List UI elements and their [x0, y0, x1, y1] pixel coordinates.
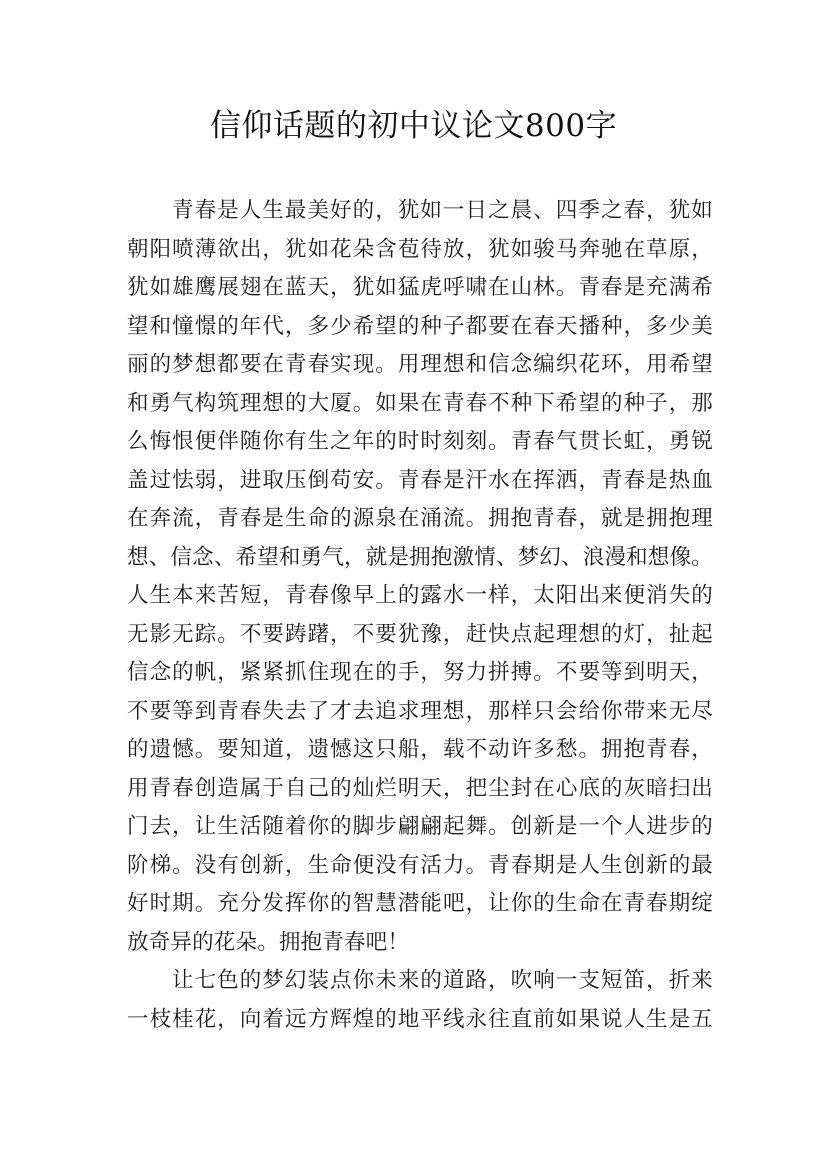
- paragraph-1-line-5: 丽的梦想都要在青春实现。用理想和信念编织花环，用希望: [127, 352, 713, 377]
- paragraph-1-line-4: 望和憧憬的年代，多少希望的种子都要在春天播种，多少美: [127, 313, 713, 339]
- paragraph-1-line-19: 好时期。充分发挥你的智慧潜能吧，让你的生命在青春期绽: [127, 891, 713, 916]
- paragraph-1-line-1: 青春是人生最美好的，犹如一日之晨、四季之春，犹如: [172, 198, 713, 223]
- paragraph-2-line-2: 一枝桂花，向着远方辉煌的地平线永往直前如果说人生是五: [127, 1006, 713, 1032]
- paragraph-1-line-16: 用青春创造属于自己的灿烂明天，把尘封在心底的灰暗扫出: [127, 775, 713, 801]
- paragraph-1-line-15: 的遗憾。要知道，遗憾这只船，载不动许多愁。拥抱青春，: [127, 737, 713, 762]
- paragraph-1-line-2: 朝阳喷薄欲出，犹如花朵含苞待放，犹如骏马奔驰在草原，: [127, 236, 713, 262]
- paragraph-1-line-13: 信念的帆，紧紧抓住现在的手，努力拼搏。不要等到明天，: [127, 660, 713, 685]
- document-title: 信仰话题的初中议论文800字: [209, 108, 618, 144]
- paragraph-1-line-14: 不要等到青春失去了才去追求理想，那样只会给你带来无尽: [127, 698, 713, 724]
- paragraph-1-line-7: 么悔恨便伴随你有生之年的时时刻刻。青春气贯长虹，勇锐: [127, 429, 713, 454]
- paragraph-2-line-1: 让七色的梦幻装点你未来的道路，吹响一支短笛，折来: [172, 968, 713, 993]
- document-body: [127, 192, 713, 1039]
- paragraph-1-line-10: 想、信念、希望和勇气，就是拥抱激情、梦幻、浪漫和想像。: [127, 544, 713, 570]
- paragraph-1-line-18: 阶梯。没有创新，生命便没有活力。青春期是人生创新的最: [127, 852, 713, 878]
- paragraph-1-line-9: 在奔流，青春是生命的源泉在涌流。拥抱青春，就是拥抱理: [127, 506, 713, 531]
- paragraph-1-line-8: 盖过怯弱，进取压倒苟安。青春是汗水在挥洒，青春是热血: [127, 467, 713, 493]
- paragraph-1-line-3: 犹如雄鹰展翅在蓝天，犹如猛虎呼啸在山林。青春是充满希: [127, 275, 713, 300]
- paragraph-1-line-11: 人生本来苦短，青春像早上的露水一样，太阳出来便消失的: [127, 583, 713, 608]
- paragraph-1-line-17: 门去，让生活随着你的脚步翩翩起舞。创新是一个人进步的: [127, 814, 713, 839]
- paragraph-1-line-12: 无影无踪。不要踌躇，不要犹豫，赶快点起理想的灯，扯起: [127, 621, 713, 647]
- paragraph-1-line-6: 和勇气构筑理想的大厦。如果在青春不种下希望的种子，那: [127, 390, 713, 416]
- paragraph-1-line-20: 放奇异的花朵。拥抱青春吧！: [127, 929, 410, 955]
